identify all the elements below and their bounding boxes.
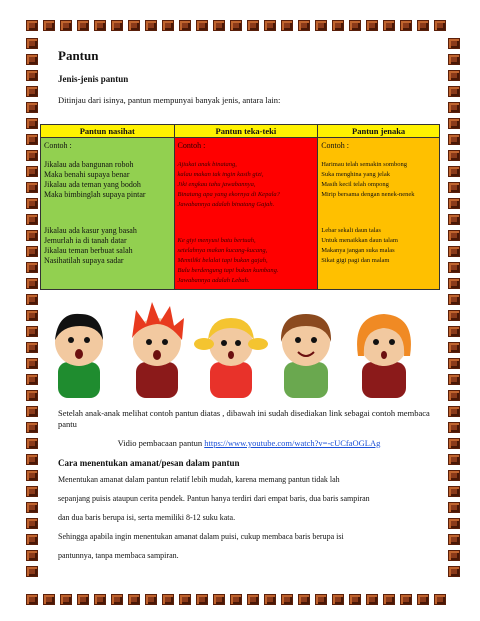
brick-icon [26, 358, 38, 369]
brick-icon [26, 198, 38, 209]
brick-icon [448, 342, 460, 353]
brick-icon [448, 278, 460, 289]
verses-jenaka [321, 160, 436, 266]
verse-line: Harimau telah semakin sombong [321, 161, 407, 168]
brick-icon [128, 20, 140, 31]
brick-icon [162, 20, 174, 31]
verse-line: Untuk menaikkan daun talam [321, 237, 398, 244]
brick-icon [26, 166, 38, 177]
brick-icon [383, 594, 395, 605]
brick-icon [230, 20, 242, 31]
brick-icon [448, 38, 460, 49]
verse-line: Maka bimbinglah supaya pintar [44, 190, 146, 199]
brick-icon [26, 134, 38, 145]
verse-line: Bulu berdengung tapi bukan kumbang. [177, 267, 279, 274]
brick-icon [448, 150, 460, 161]
brick-icon [448, 502, 460, 513]
brick-icon [448, 262, 460, 273]
after-table-text: Setelah anak-anak melihat contoh pantun diatas , dibawah ini sudah disediakan link sebagai contoh membaca pantu [58, 408, 430, 429]
brick-icon [26, 534, 38, 545]
bottom-section [40, 408, 440, 565]
verse-line: Jawabannya adalah binatang Gajah. [177, 201, 275, 208]
brick-icon [332, 594, 344, 605]
brick-icon [26, 182, 38, 193]
brick-icon [111, 594, 123, 605]
brick-icon [448, 550, 460, 561]
child-5-icon [357, 314, 411, 398]
brick-icon [448, 486, 460, 497]
verse-line: Mirip bersama dengan nenek-nenek [321, 191, 415, 198]
brick-icon [26, 278, 38, 289]
brick-icon [26, 374, 38, 385]
brick-icon [26, 470, 38, 481]
video-link[interactable]: https://www.youtube.com/watch?v=-cUCfaOGLAg [204, 438, 381, 448]
brick-icon [26, 118, 38, 129]
amanat-line: dan dua baris berupa isi, serta memiliki 8-12 suku kata. [58, 513, 236, 522]
brick-icon [26, 438, 38, 449]
verse-line: Jemurlah ia di tanah datar [44, 236, 127, 245]
brick-icon [77, 594, 89, 605]
brick-icon [26, 310, 38, 321]
brick-icon [448, 214, 460, 225]
brick-icon [111, 20, 123, 31]
brick-icon [247, 594, 259, 605]
child-1-icon [55, 314, 103, 398]
brick-icon [26, 262, 38, 273]
brick-icon [448, 566, 460, 577]
brick-icon [448, 358, 460, 369]
brick-icon [448, 422, 460, 433]
amanat-line: Sehingga apabila ingin menentukan amanat dalam puisi, cukup membaca baris berupa isi [58, 532, 344, 541]
brick-icon [349, 20, 361, 31]
brick-icon [448, 70, 460, 81]
brick-icon [349, 594, 361, 605]
verse-line: Nasihatilah supaya sadar [44, 256, 124, 265]
brick-icon [417, 20, 429, 31]
brick-icon [315, 20, 327, 31]
brick-icon [332, 20, 344, 31]
brick-icon [247, 20, 259, 31]
brick-icon [417, 594, 429, 605]
brick-icon [434, 20, 446, 31]
verse-line: Jikalau ada teman yang bodoh [44, 180, 141, 189]
verse-line: Memiliki belalai tapi bukan gajah, [177, 257, 268, 264]
brick-icon [26, 70, 38, 81]
brick-icon [448, 534, 460, 545]
brick-icon [26, 518, 38, 529]
brick-icon [448, 310, 460, 321]
brick-icon [281, 20, 293, 31]
verse-line: Maka benahi supaya benar [44, 170, 130, 179]
brick-icon [26, 294, 38, 305]
verse-line: Masih kecil telah ompong [321, 181, 389, 188]
brick-icon [434, 594, 446, 605]
brick-icon [26, 246, 38, 257]
brick-icon [448, 390, 460, 401]
brick-icon [448, 230, 460, 241]
brick-icon [26, 102, 38, 113]
brick-icon [162, 594, 174, 605]
brick-icon [94, 594, 106, 605]
brick-icon [26, 230, 38, 241]
brick-icon [264, 594, 276, 605]
brick-icon [60, 594, 72, 605]
verse-line: Binatang apa yang ekornya di Kepala? [177, 191, 280, 198]
brick-icon [448, 102, 460, 113]
brick-icon [26, 406, 38, 417]
brick-icon [26, 342, 38, 353]
brick-icon [448, 166, 460, 177]
contoh-label: Contoh : [44, 141, 72, 150]
brick-icon [128, 594, 140, 605]
brick-icon [26, 566, 38, 577]
section-heading-jenis: Jenis-jenis pantun [58, 74, 129, 84]
verse-line: setelahnya makan kucang-kucang, [177, 247, 268, 254]
children-illustration [40, 300, 440, 398]
document-body [40, 48, 440, 106]
verse-line: Jikalau teman berbuat salah [44, 246, 133, 255]
brick-icon [448, 198, 460, 209]
verses-teka-teki [178, 160, 315, 286]
header-nasihat: Pantun nasihat [41, 125, 175, 138]
brick-icon [448, 294, 460, 305]
header-jenaka: Pantun jenaka [318, 125, 440, 138]
intro-text: Ditinjau dari isinya, pantun mempunyai banyak jenis, antara lain: [58, 95, 281, 105]
cell-teka-teki [174, 138, 318, 290]
pantun-table [40, 124, 440, 290]
brick-icon [179, 594, 191, 605]
verse-line: Ke giyi menyusi batu bertuah, [177, 237, 256, 244]
brick-icon [448, 118, 460, 129]
amanat-paragraph [40, 470, 440, 565]
brick-icon [230, 594, 242, 605]
brick-icon [196, 594, 208, 605]
video-label: Vidio pembacaan pantun [117, 438, 203, 448]
brick-icon [448, 182, 460, 193]
brick-icon [448, 406, 460, 417]
brick-icon [196, 20, 208, 31]
brick-icon [26, 326, 38, 337]
verse-line: Jikalau ada kasur yang basah [44, 226, 137, 235]
brick-icon [60, 20, 72, 31]
brick-icon [213, 20, 225, 31]
brick-icon [448, 470, 460, 481]
verse-line: Jawabannya adalah Lebah. [177, 277, 250, 284]
verse-line: Makanya jangan suka malas [321, 247, 395, 254]
brick-icon [448, 246, 460, 257]
brick-icon [366, 20, 378, 31]
verse-line: Lebar sekali daun talas [321, 227, 381, 234]
brick-icon [43, 20, 55, 31]
brick-icon [383, 20, 395, 31]
brick-icon [43, 594, 55, 605]
brick-icon [448, 374, 460, 385]
brick-icon [26, 150, 38, 161]
brick-icon [448, 326, 460, 337]
brick-icon [179, 20, 191, 31]
verses-nasihat [44, 160, 171, 266]
brick-icon [448, 54, 460, 65]
brick-icon [26, 390, 38, 401]
amanat-line: Menentukan amanat dalam pantun relatif lebih mudah, karena memang pantun tidak lah [58, 475, 340, 484]
brick-icon [145, 594, 157, 605]
brick-icon [94, 20, 106, 31]
child-4-icon [281, 314, 331, 398]
brick-icon [26, 422, 38, 433]
verse-line: Jiki engkau tahu jawabannya, [177, 181, 256, 188]
page-title: Pantun [58, 48, 99, 63]
brick-icon [400, 594, 412, 605]
cell-nasihat [41, 138, 175, 290]
brick-icon [145, 20, 157, 31]
verse-line: Sikat gigi pagi dan malam [321, 257, 390, 264]
header-teka-teki: Pantun teka-teki [174, 125, 318, 138]
brick-icon [448, 438, 460, 449]
brick-icon [26, 486, 38, 497]
child-2-icon [132, 302, 184, 398]
brick-icon [26, 550, 38, 561]
verse-line: Ajiukai anak binatang, [177, 161, 237, 168]
brick-icon [26, 502, 38, 513]
amanat-line: sepanjang puisis ataupun cerita pendek. Pantun hanya terdiri dari empat baris, dua baris sampiran [58, 494, 370, 503]
cell-jenaka [318, 138, 440, 290]
brick-icon [26, 20, 38, 31]
child-3-icon [194, 318, 268, 398]
video-line [58, 438, 440, 448]
brick-icon [77, 20, 89, 31]
brick-icon [448, 134, 460, 145]
brick-icon [281, 594, 293, 605]
brick-icon [264, 20, 276, 31]
brick-icon [366, 594, 378, 605]
brick-icon [298, 594, 310, 605]
brick-icon [26, 38, 38, 49]
amanat-line: pantunnya, tanpa membaca sampiran. [58, 551, 179, 560]
verse-line: Jikalau ada bangunan roboh [44, 160, 134, 169]
brick-icon [26, 214, 38, 225]
brick-icon [26, 86, 38, 97]
verse-line: kalau makan tak ingin kasih gizi, [177, 171, 264, 178]
brick-icon [26, 594, 38, 605]
brick-icon [315, 594, 327, 605]
brick-icon [448, 86, 460, 97]
section-heading-amanat: Cara menentukan amanat/pesan dalam pantun [58, 458, 240, 468]
brick-icon [213, 594, 225, 605]
contoh-label: Contoh : [321, 141, 349, 150]
brick-icon [400, 20, 412, 31]
brick-icon [448, 518, 460, 529]
brick-icon [26, 454, 38, 465]
brick-icon [298, 20, 310, 31]
contoh-label: Contoh : [177, 141, 206, 150]
brick-icon [448, 454, 460, 465]
verse-line: Suka menghina yang jelak [321, 171, 390, 178]
brick-icon [26, 54, 38, 65]
